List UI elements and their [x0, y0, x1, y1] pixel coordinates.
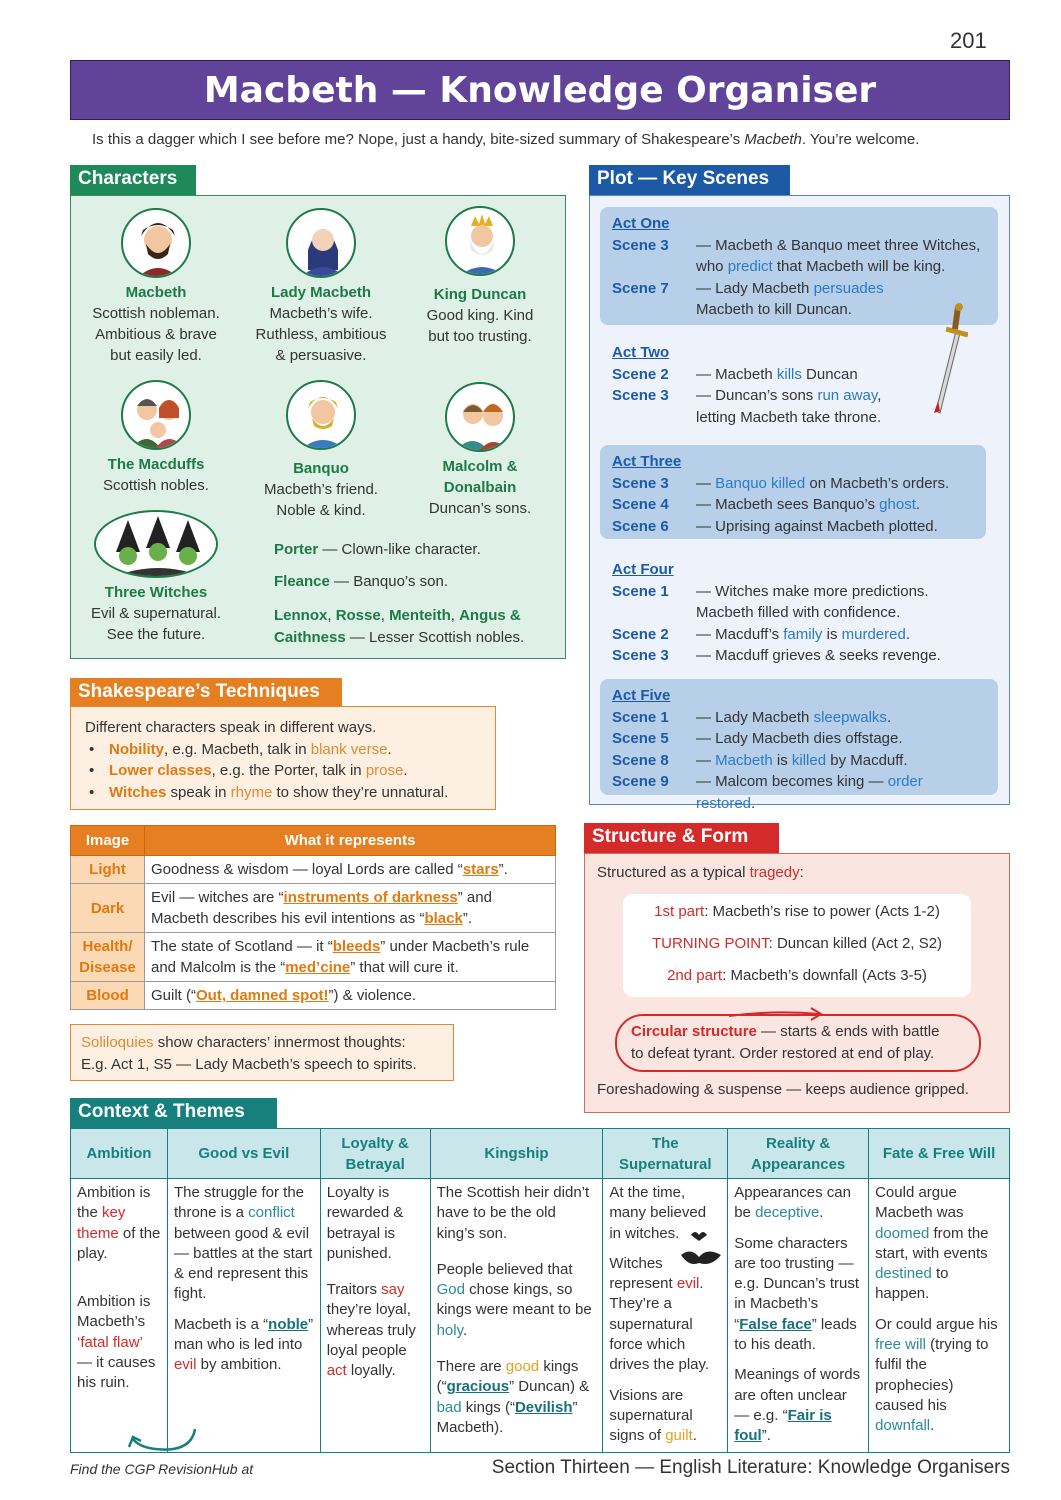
characters-panel: [70, 195, 566, 659]
loyalty-cell: Loyalty is rewarded & betrayal is punished. Traitors say they’re loyal, whereas truly loyal people act loyally.: [320, 1179, 430, 1453]
king-duncan-desc-2: but too trusting.: [428, 328, 532, 345]
meaning-b: ”.: [498, 861, 508, 878]
structure-line1: Structured as a typical: [597, 864, 750, 881]
scene-number: Scene 1: [612, 582, 669, 600]
scene-number: Scene 8: [612, 751, 669, 769]
act3-scene4: [612, 494, 974, 516]
theme-kingship: [430, 1129, 603, 1179]
character-lady-macbeth: [245, 208, 397, 366]
table-row: [71, 856, 556, 884]
act-three-title: Act Three: [612, 453, 682, 470]
image-meaning: [145, 884, 556, 933]
scene-text: [696, 278, 884, 321]
techniques-heading: Shakespeare’s Techniques: [70, 678, 342, 708]
scene-text-b: Duncan: [801, 365, 858, 383]
technique-a: , e.g. Macbeth, talk in: [164, 740, 311, 758]
technique-text: [109, 782, 448, 804]
scene-text: [696, 494, 920, 516]
image-key: [71, 933, 145, 982]
structure-foreshadow: Foreshadowing & suspense — keeps audience gripped.: [597, 1081, 969, 1098]
theme-kingship-label: Kingship: [484, 1145, 549, 1162]
act4-scene3: [612, 645, 986, 667]
act-three-block: [600, 445, 986, 539]
bats-icon: [671, 1227, 727, 1271]
scene-text-c: letting Macbeth take throne.: [696, 408, 882, 426]
character-king-duncan: [405, 206, 555, 347]
scene-text-b: is: [772, 751, 792, 769]
scene-highlight: ghost: [879, 496, 916, 513]
witches-desc-1: Evil & supernatural.: [90, 605, 222, 622]
technique-highlight: prose: [365, 762, 404, 779]
scene-text-a: — Macbeth & Banquo meet three Witches,: [696, 236, 981, 254]
scene-text: [696, 473, 949, 495]
act1-scene3: [612, 235, 986, 278]
bullet-icon: •: [89, 783, 95, 801]
theme-fate: [869, 1129, 1010, 1179]
scene-highlight-2: killed: [791, 751, 827, 769]
scene-text-b: on Macbeth’s orders.: [805, 474, 950, 492]
lady-macbeth-portrait: [286, 208, 356, 278]
act5-scene5: [612, 728, 986, 750]
scene-text: [696, 771, 986, 814]
scene-number: Scene 2: [612, 625, 669, 643]
techniques-intro: Different characters speak in different ways.: [85, 719, 377, 736]
reality-cell: Appearances can be deceptive. Some characters are too trusting — e.g. Duncan’s trust in Macbeth’s “False face” leads to his death. Meanings of words are often unclear — e.g. “Fair is foul”.: [728, 1179, 869, 1453]
scene-number: Scene 5: [612, 730, 669, 747]
scene-highlight: Banquo killed: [715, 474, 806, 492]
theme-loyalty-label: Loyalty & Betrayal: [341, 1134, 409, 1173]
technique-b: .: [387, 740, 392, 758]
circular-key: Circular structure: [631, 1023, 757, 1040]
witches-desc-2: See the future.: [106, 626, 206, 643]
scene-text-c: .: [905, 625, 910, 643]
intro-end: . You’re welcome.: [801, 131, 920, 148]
act5-scene9: [612, 771, 986, 814]
scene-text-c: that Macbeth will be king.: [772, 258, 946, 275]
meaning-quote: instruments of darkness: [283, 889, 458, 906]
structure-heading: Structure & Form: [584, 823, 779, 853]
imagery-col-meaning: What it represents: [145, 826, 556, 856]
techniques-panel: [70, 706, 496, 810]
scene-text-b: .: [915, 496, 921, 513]
scene-number: Scene 4: [612, 496, 669, 513]
theme-reality-label: Reality & Appearances: [751, 1134, 846, 1173]
scene-text-a: — Lady Macbeth: [696, 279, 814, 297]
page-title: Macbeth — Knowledge Organiser: [70, 60, 1010, 120]
soliloquies-a: show characters’ innermost thoughts:: [153, 1034, 406, 1051]
scene-text: [696, 364, 858, 386]
technique-nobility: [85, 739, 481, 761]
theme-loyalty: [320, 1129, 430, 1179]
meaning-quote-2: black: [424, 910, 463, 927]
meaning-b: ” and Macbeth describes his evil intentions as “: [151, 889, 492, 927]
act2-scene2: [612, 364, 986, 386]
donalbain-name: Donalbain: [443, 479, 517, 496]
porter-desc: — Clown-like character.: [318, 541, 481, 558]
meaning-a: Evil — witches are “: [151, 889, 284, 906]
scene-text-b: ,: [877, 387, 882, 404]
meaning-a: The state of Scotland — it “: [151, 938, 333, 955]
meaning-b: ”) & violence.: [328, 987, 417, 1004]
meaning-quote-2: med’cine: [285, 959, 351, 976]
scene-text-b: who: [696, 258, 728, 275]
porter-name: Porter: [274, 541, 319, 558]
scene-text-a: — Macduff’s: [696, 625, 784, 643]
scene-text-a: — Lady Macbeth: [696, 708, 814, 726]
malcolm-donalbain-portrait: [445, 382, 515, 452]
lesser-porter: [274, 541, 481, 558]
character-macbeth: [81, 208, 231, 366]
scene-text: [696, 385, 881, 428]
scene-text-a: —: [696, 474, 716, 492]
theme-supernatural: [603, 1129, 728, 1179]
scene-number: Scene 3: [612, 387, 669, 404]
scene-highlight: order restored: [696, 773, 923, 812]
intro-italic: Macbeth: [744, 131, 802, 148]
act-four-title: Act Four: [612, 561, 674, 578]
page-number: 201: [950, 28, 987, 53]
intro-main: Is this a dagger which I see before me? Nope, just a handy, bite-sized summary of Shakespeare’s: [92, 131, 745, 148]
scene-text-a: — Malcom becomes king —: [696, 773, 888, 790]
macbeth-name: Macbeth: [125, 284, 187, 301]
technique-highlight: blank verse: [310, 740, 388, 758]
part1-text: : Macbeth’s rise to power (Acts 1-2): [704, 903, 940, 920]
scene-highlight: persuades: [813, 279, 884, 297]
supernatural-cell: At the time, many believed in witches. Witches represent evil. They’re a supernatural force which drives the play. Visions are supernatural signs of guilt.: [603, 1179, 728, 1453]
theme-good-vs-evil-label: Good vs Evil: [198, 1145, 290, 1162]
soliloquies-b: E.g. Act 1, S5 — Lady Macbeth’s speech to spirits.: [81, 1056, 417, 1073]
image-key-2: Disease: [79, 959, 136, 976]
caithness-name: Caithness: [274, 629, 346, 646]
technique-b: .: [403, 762, 408, 779]
act5-scene1: [612, 707, 986, 729]
scene-highlight: kills: [776, 365, 802, 383]
scene-highlight: family: [783, 625, 823, 643]
lady-macbeth-desc-3: & persuasive.: [275, 347, 367, 364]
technique-a: speak in: [166, 783, 231, 801]
act4-scene1: [612, 581, 986, 624]
witches-name: Three Witches: [104, 584, 208, 601]
scene-text: [696, 235, 980, 278]
scene-highlight: sleepwalks: [813, 708, 887, 726]
circular-structure: [615, 1014, 981, 1072]
circular-b: to defeat tyrant. Order restored at end of play.: [631, 1045, 935, 1062]
macduffs-portrait: [121, 380, 191, 450]
scene-text-b: Macbeth filled with confidence.: [696, 604, 901, 621]
macbeth-portrait: [121, 208, 191, 278]
lady-macbeth-name: Lady Macbeth: [270, 284, 372, 301]
part2-key: 2nd part: [667, 967, 723, 984]
image-meaning: [145, 982, 556, 1010]
turning-key: TURNING POINT: [651, 935, 769, 952]
part2-text: : Macbeth’s downfall (Acts 3-5): [722, 967, 927, 984]
structure-panel: [584, 853, 1010, 1113]
macduffs-name: The Macduffs: [107, 456, 205, 473]
plot-heading: Plot — Key Scenes: [589, 165, 790, 195]
character-banquo: [245, 380, 397, 521]
scene-text-b: Macbeth to kill Duncan.: [696, 301, 852, 318]
structure-turning-point: [623, 928, 971, 960]
imagery-col-image: Image: [71, 826, 145, 856]
scene-text-a: — Macbeth sees Banquo’s: [696, 496, 880, 513]
themes-body-row: [71, 1179, 1010, 1453]
circular-a: — starts & ends with battle: [756, 1023, 940, 1040]
lesser-nobles: Lennox, Rosse, Menteith, Angus & Caithness — Lesser Scottish nobles.: [274, 607, 525, 646]
fleance-desc: — Banquo’s son.: [329, 573, 449, 590]
part1-key: 1st part: [654, 903, 705, 920]
bullet-icon: •: [89, 740, 95, 758]
act-five-title: Act Five: [612, 687, 671, 704]
scene-text: — Macduff grieves & seeks revenge.: [696, 647, 941, 664]
structure-colon: :: [799, 864, 804, 881]
macbeth-desc-3: but easily led.: [110, 347, 202, 364]
nobles-desc: — Lesser Scottish nobles.: [345, 629, 525, 646]
soliloquies-note: [70, 1024, 454, 1081]
scene-number: Scene 7: [612, 279, 669, 297]
image-key-1: Health/: [82, 938, 133, 955]
scene-text: — Uprising against Macbeth plotted.: [696, 517, 938, 535]
scene-text-a: — Macbeth: [696, 365, 777, 383]
banquo-name: Banquo: [293, 460, 349, 477]
angus-name: Angus &: [459, 607, 521, 624]
technique-key: Witches: [109, 783, 167, 801]
image-key: Dark: [71, 884, 145, 933]
technique-text: [109, 739, 392, 761]
lennox-name: Lennox: [274, 607, 328, 624]
meaning-c: ” that will cure it.: [350, 959, 459, 976]
rosse-name: Rosse: [335, 607, 381, 624]
scene-number: Scene 3: [612, 236, 669, 254]
lesser-fleance: [274, 573, 448, 590]
king-duncan-portrait: [445, 206, 515, 276]
characters-heading: Characters: [70, 165, 196, 195]
malcolm-donalbain-desc: Duncan’s sons.: [428, 500, 532, 517]
theme-reality: [728, 1129, 869, 1179]
image-key: Blood: [71, 982, 145, 1010]
scene-text: [696, 581, 929, 624]
macbeth-desc-2: Ambitious & brave: [95, 326, 217, 343]
character-macduffs: [81, 380, 231, 496]
act5-scene8: [612, 750, 986, 772]
malcolm-name: Malcolm &: [442, 458, 518, 475]
structure-part2: [623, 960, 971, 992]
technique-b: to show they’re unnatural.: [272, 783, 449, 801]
table-row: [71, 982, 556, 1010]
witches-portrait: [94, 510, 218, 578]
scene-highlight: predict: [727, 258, 773, 275]
turning-text: : Duncan killed (Act 2, S2): [768, 935, 943, 952]
structure-part1: [623, 896, 971, 928]
scene-text-a: —: [696, 751, 716, 769]
king-duncan-desc-1: Good king. Kind: [426, 307, 534, 324]
character-three-witches: [81, 510, 231, 645]
bullet-icon: •: [89, 762, 95, 779]
scene-text: [696, 707, 891, 729]
image-meaning: [145, 856, 556, 884]
scene-number: Scene 9: [612, 773, 669, 790]
technique-lower-classes: [85, 760, 481, 782]
act4-scene2: [612, 624, 986, 646]
meaning-quote: bleeds: [332, 938, 381, 955]
macduffs-desc-1: Scottish nobles.: [103, 477, 209, 494]
scene-text-a: — Witches make more predictions.: [696, 582, 929, 600]
themes-header-row: [71, 1129, 1010, 1179]
plot-panel: [589, 195, 1010, 812]
scene-number: Scene 1: [612, 708, 669, 726]
theme-ambition: [71, 1129, 168, 1179]
meaning-quote: Out, damned spot!: [196, 987, 329, 1004]
soliloquies-key: Soliloquies: [81, 1034, 154, 1051]
act3-scene6: [612, 516, 974, 538]
image-meaning: [145, 933, 556, 982]
scene-number: Scene 2: [612, 365, 669, 383]
themes-table: [70, 1128, 1010, 1453]
footer-right: Section Thirteen — English Literature: Knowledge Organisers: [491, 1457, 1010, 1478]
scene-text: [696, 750, 908, 772]
scene-highlight: Macbeth: [715, 751, 773, 769]
lady-macbeth-desc-1: Macbeth’s wife.: [269, 305, 373, 322]
scene-text-b: .: [886, 708, 892, 726]
scene-highlight: run away: [817, 387, 878, 404]
lady-macbeth-desc-2: Ruthless, ambitious: [255, 326, 387, 343]
technique-highlight: rhyme: [230, 783, 273, 801]
good-vs-evil-cell: The struggle for the throne is a conflict between good & evil — battles at the start & end represent this fight. Macbeth is a “noble” man who is led into evil by ambition.: [167, 1179, 320, 1453]
banquo-portrait: [286, 380, 356, 450]
structure-tragedy: tragedy: [749, 864, 800, 881]
banquo-desc-1: Macbeth’s friend.: [264, 481, 378, 498]
curved-arrow-icon: [125, 1427, 205, 1457]
theme-fate-label: Fate & Free Will: [882, 1145, 996, 1162]
scene-text-b: is: [822, 625, 842, 643]
structure-intro: [597, 864, 804, 881]
theme-good-vs-evil: [167, 1129, 320, 1179]
scene-text-a: — Duncan’s sons: [696, 387, 818, 404]
act-two-title: Act Two: [612, 344, 670, 361]
theme-ambition-label: Ambition: [86, 1145, 152, 1162]
kingship-cell: The Scottish heir didn’t have to be the old king’s son. People believed that God chose kings, so kings were meant to be holy. There are good kings (“gracious” Duncan) & bad kings (“Devilish” Macbeth).: [430, 1179, 603, 1453]
meaning-c: ”.: [462, 910, 472, 927]
table-row: [71, 933, 556, 982]
scene-number: Scene 3: [612, 474, 669, 492]
structure-parts: [623, 894, 971, 997]
technique-key: Lower classes: [109, 762, 212, 779]
menteith-name: Menteith: [389, 607, 451, 624]
technique-witches: [85, 782, 481, 804]
macbeth-desc-1: Scottish nobleman.: [92, 305, 220, 322]
fate-cell: Could argue Macbeth was doomed from the start, with events destined to happen. Or could argue his free will (trying to fulfil the prophecies) caused his downfall.: [869, 1179, 1010, 1453]
meaning-a: Guilt (“: [151, 987, 196, 1004]
meaning-a: Goodness & wisdom — loyal Lords are called “: [151, 861, 463, 878]
fleance-name: Fleance: [274, 573, 330, 590]
scene-number: Scene 6: [612, 517, 669, 535]
technique-a: , e.g. the Porter, talk in: [211, 762, 366, 779]
meaning-b: ” under Macbeth’s rule and Malcolm is the “: [151, 938, 530, 976]
act-four-block: [600, 553, 998, 673]
scene-text-c: by Macduff.: [826, 751, 908, 769]
act2-scene3: [612, 385, 986, 428]
theme-supernatural-label: The Supernatural: [619, 1134, 712, 1173]
ambition-cell: Ambition is the key theme of the play. Ambition is Macbeth’s ‘fatal flaw’ — it causes his ruin.: [71, 1179, 168, 1453]
act-one-title: Act One: [612, 215, 670, 232]
imagery-table: [70, 825, 556, 1010]
intro-text: [92, 131, 919, 148]
king-duncan-name: King Duncan: [433, 286, 527, 303]
scene-text: [696, 624, 910, 646]
image-key: Light: [71, 856, 145, 884]
technique-key: Nobility: [109, 740, 164, 758]
table-row: [71, 884, 556, 933]
scene-highlight-2: murdered: [841, 625, 906, 643]
act-two-block: [600, 336, 998, 426]
act3-scene3: [612, 473, 974, 495]
context-heading: Context & Themes: [70, 1098, 277, 1128]
character-malcolm-donalbain: [405, 382, 555, 519]
meaning-quote: stars: [462, 861, 499, 878]
scene-number: Scene 3: [612, 647, 669, 664]
footer-left: Find the CGP RevisionHub at: [70, 1461, 254, 1477]
imagery-header-row: [71, 826, 556, 856]
technique-text: [109, 760, 408, 782]
act-five-block: [600, 679, 998, 812]
scene-text: — Lady Macbeth dies offstage.: [696, 730, 903, 747]
scene-text-b: .: [751, 794, 756, 812]
banquo-desc-2: Noble & kind.: [276, 502, 366, 519]
